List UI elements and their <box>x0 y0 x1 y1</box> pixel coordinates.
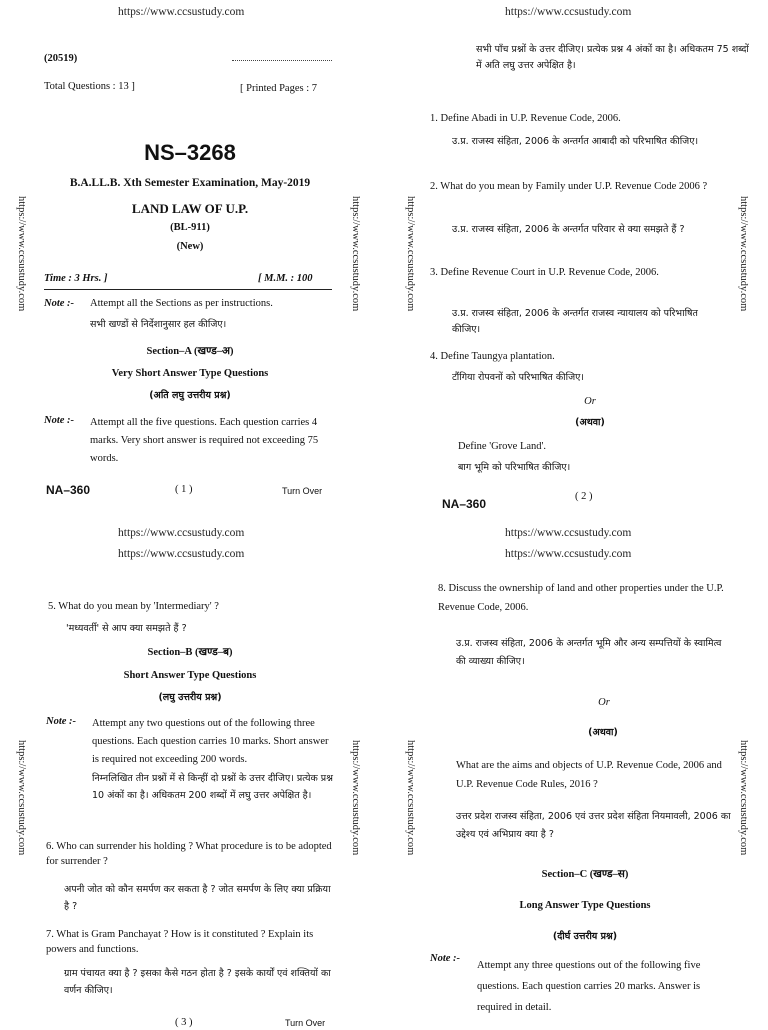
note-label: Note :- <box>46 716 77 727</box>
header-url-left[interactable]: https://www.ccsustudy.com <box>118 6 245 18</box>
section-b-title: Short Answer Type Questions <box>123 670 257 681</box>
exam-code: (20519) <box>44 53 78 64</box>
note-label: Note :- <box>430 953 461 964</box>
divider <box>44 289 332 290</box>
question-3: 3. Define Revenue Court in U.P. Revenue Code, 2006. <box>430 267 659 278</box>
or-label-hindi: (अथवा) <box>575 417 605 428</box>
note-text-hindi: सभी पाँच प्रश्नों के उत्तर दीजिए। प्रत्येक प्रश्न 4 अंकों का है। अधिकतम 75 शब्दों में अति लघु उत्तर अपेक्षित है। <box>476 44 749 71</box>
exam-title: B.A.LL.B. Xth Semester Examination, May-2019 <box>69 177 311 189</box>
question-7-hindi: ग्राम पंचायत क्या है ? इसका कैसे गठन होता है ? इसके कार्यों एवं शक्तियों का वर्णन कीजिए। <box>64 968 331 996</box>
question-4-alt: Define 'Grove Land'. <box>458 441 547 452</box>
new-label: (New) <box>176 241 204 252</box>
max-marks: [ M.M. : 100 <box>258 273 313 284</box>
question-8-alt: What are the aims and objects of U.P. Revenue Code, 2006 and U.P. Revenue Code Rules, 2016 ? <box>456 760 722 791</box>
note-label: Note :- <box>44 298 75 309</box>
header-url-right[interactable]: https://www.ccsustudy.com <box>505 6 632 18</box>
side-url: https://www.ccsustudy.com <box>350 196 361 312</box>
subject-title: LAND LAW OF U.P. <box>131 201 249 216</box>
side-url: https://www.ccsustudy.com <box>738 740 749 856</box>
question-8-alt-hindi: उत्तर प्रदेश राजस्व संहिता, 2006 एवं उत्तर प्रदेश संहिता नियमावली, 2006 का उद्देश्य एवं अभिप्राय क्या है ? <box>456 811 731 841</box>
page-number: ( 2 ) <box>575 491 593 502</box>
side-url: https://www.ccsustudy.com <box>16 196 27 312</box>
question-7: 7. What is Gram Panchayat ? How is it constituted ? Explain its powers and functions. <box>46 929 314 955</box>
section-a-title-hindi: (अति लघु उत्तरीय प्रश्न) <box>149 390 231 401</box>
url-text[interactable]: https://www.ccsustudy.com <box>505 548 632 560</box>
total-questions: Total Questions : 13 ] <box>44 81 135 92</box>
printed-pages: [ Printed Pages : 7 <box>240 83 317 94</box>
section-a-heading: Section–A (खण्ड–अ) <box>146 346 234 357</box>
question-2-hindi: उ.प्र. राजस्व संहिता, 2006 के अन्तर्गत परिवार से क्या समझते हैं ? <box>452 224 685 235</box>
or-label-hindi: (अथवा) <box>588 727 618 738</box>
question-4: 4. Define Taungya plantation. <box>430 351 555 362</box>
question-8-hindi: उ.प्र. राजस्व संहिता, 2006 के अन्तर्गत भूमि और अन्य सम्पत्तियों के स्वामित्व की व्याख्या कीजिए। <box>456 638 722 668</box>
subject-code: (BL-911) <box>170 222 210 233</box>
side-url: https://www.ccsustudy.com <box>405 740 416 856</box>
question-8: 8. Discuss the ownership of land and other properties under the U.P. Revenue Code, 2006. <box>438 583 724 613</box>
question-4-alt-hindi: बाग भूमि को परिभाषित कीजिए। <box>458 462 571 473</box>
question-1: 1. Define Abadi in U.P. Revenue Code, 2006. <box>430 113 621 124</box>
question-6-hindi: अपनी जोत को कौन समर्पण कर सकता है ? जोत समर्पण के लिए क्या प्रक्रिया है ? <box>64 884 331 912</box>
section-b-title-hindi: (लघु उत्तरीय प्रश्न) <box>158 692 222 703</box>
question-5: 5. What do you mean by 'Intermediary' ? <box>48 601 219 612</box>
section-c-title: Long Answer Type Questions <box>519 900 651 911</box>
question-5-hindi: 'मध्यवर्ती' से आप क्या समझते हैं ? <box>66 623 187 634</box>
question-6: 6. Who can surrender his holding ? What procedure is to be adopted for surrender ? <box>46 841 332 867</box>
section-c-heading: Section–C (खण्ड–स) <box>541 869 629 880</box>
section-b-heading: Section–B (खण्ड–ब) <box>147 647 233 658</box>
question-3-hindi: उ.प्र. राजस्व संहिता, 2006 के अन्तर्गत राजस्व न्यायालय को परिभाषित कीजिए। <box>452 308 698 336</box>
side-url: https://www.ccsustudy.com <box>16 740 27 856</box>
note-text-hindi: सभी खण्डों से निर्देशानुसार हल कीजिए। <box>90 319 227 330</box>
note-text: Attempt all the five questions. Each question carries 4 marks. Very short answer is required not exceeding 75 words. <box>90 417 319 464</box>
side-url: https://www.ccsustudy.com <box>405 196 416 312</box>
footer-code: NA–360 <box>442 497 487 511</box>
page-number: ( 3 ) <box>175 1017 193 1028</box>
side-url: https://www.ccsustudy.com <box>350 740 361 856</box>
time-label: Time : 3 Hrs. ] <box>44 273 108 284</box>
url-text[interactable]: https://www.ccsustudy.com <box>118 548 245 560</box>
note-text: Attempt any two questions out of the following three questions. Each question carries 10 marks. Short answer is required not exceeding 200 words. <box>92 718 329 765</box>
footer-code: NA–360 <box>46 483 91 497</box>
paper-code: NS–3268 <box>144 140 236 165</box>
page-number: ( 1 ) <box>175 484 193 495</box>
section-c-title-hindi: (दीर्घ उत्तरीय प्रश्न) <box>552 931 618 942</box>
url-text[interactable]: https://www.ccsustudy.com <box>505 527 632 539</box>
or-label: Or <box>584 396 596 407</box>
roll-number-line <box>232 60 332 61</box>
question-2: 2. What do you mean by Family under U.P. Revenue Code 2006 ? <box>430 181 708 192</box>
note-label: Note :- <box>44 415 75 426</box>
note-text-hindi: निम्नलिखित तीन प्रश्नों में से किन्हीं दो प्रश्नों के उत्तर दीजिए। प्रत्येक प्रश्न 10 अंकों का है। अधिकतम 200 शब्दों में लघु उत्तर अपेक्षित है। <box>92 773 333 801</box>
turn-over-label: Turn Over <box>285 1018 326 1028</box>
question-4-hindi: टौंगिया रोपवनों को परिभाषित कीजिए। <box>452 372 584 383</box>
turn-over-label: Turn Over <box>282 486 323 496</box>
note-text: Attempt all the Sections as per instructions. <box>90 298 273 309</box>
note-text: Attempt any three questions out of the following five questions. Each question carries 20 marks. Answer is required in detail. <box>477 960 701 1013</box>
url-text[interactable]: https://www.ccsustudy.com <box>118 527 245 539</box>
section-a-title: Very Short Answer Type Questions <box>111 368 269 379</box>
side-url: https://www.ccsustudy.com <box>738 196 749 312</box>
question-1-hindi: उ.प्र. राजस्व संहिता, 2006 के अन्तर्गत आबादी को परिभाषित कीजिए। <box>452 136 699 147</box>
or-label: Or <box>598 697 610 708</box>
